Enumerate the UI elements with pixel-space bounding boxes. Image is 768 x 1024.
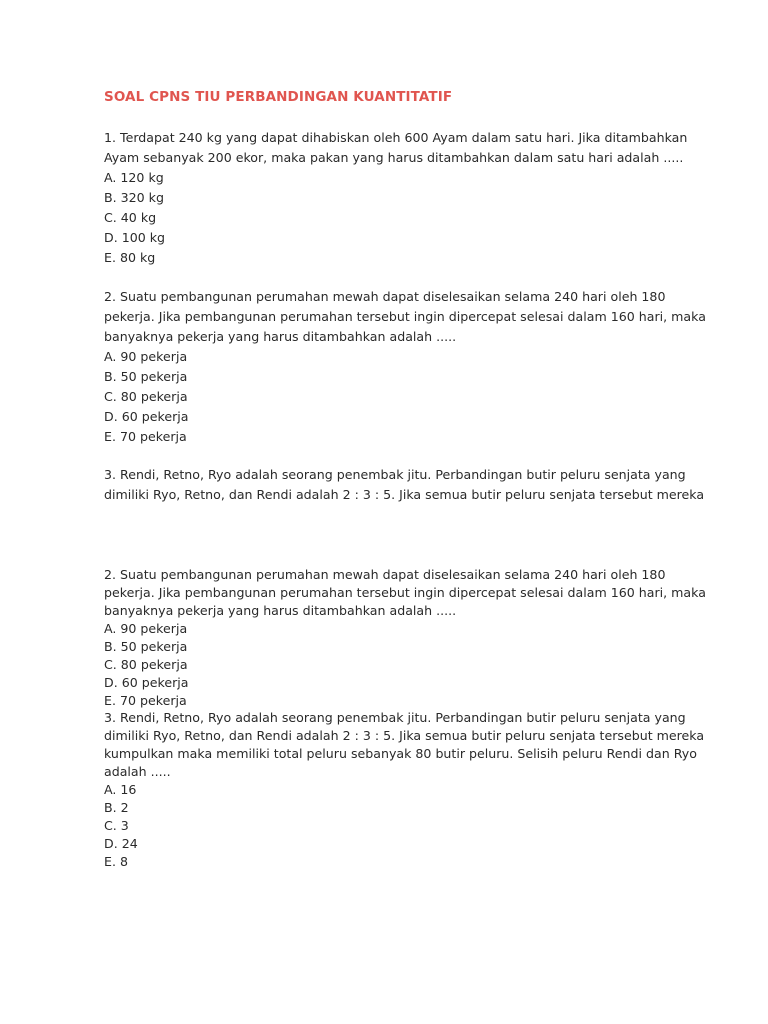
answer-option-b: B. 50 pekerja — [104, 639, 188, 654]
page-title: SOAL CPNS TIU PERBANDINGAN KUANTITATIF — [104, 89, 453, 105]
answer-option-a: A. 120 kg — [104, 170, 164, 185]
answer-option-b: B. 2 — [104, 800, 129, 815]
answer-option-c: C. 80 pekerja — [104, 389, 188, 404]
question-text: adalah ..... — [104, 764, 171, 779]
answer-option-d: D. 24 — [104, 836, 138, 851]
answer-option-c: C. 40 kg — [104, 210, 157, 225]
question-text: 1. Terdapat 240 kg yang dapat dihabiskan oleh 600 Ayam dalam satu hari. Jika ditambahkan — [104, 130, 688, 145]
question-text: Ayam sebanyak 200 ekor, maka pakan yang harus ditambahkan dalam satu hari adalah ..... — [104, 150, 684, 165]
answer-option-e: E. 70 pekerja — [104, 429, 187, 444]
answer-option-d: D. 60 pekerja — [104, 409, 189, 424]
answer-option-b: B. 50 pekerja — [104, 369, 188, 384]
question-text: pekerja. Jika pembangunan perumahan tersebut ingin dipercepat selesai dalam 160 hari, maka — [104, 309, 706, 324]
answer-option-e: E. 70 pekerja — [104, 693, 187, 708]
answer-option-c: C. 80 pekerja — [104, 657, 188, 672]
question-text: 3. Rendi, Retno, Ryo adalah seorang penembak jitu. Perbandingan butir peluru senjata yang — [104, 467, 686, 482]
question-text: dimiliki Ryo, Retno, dan Rendi adalah 2 : 3 : 5. Jika semua butir peluru senjata tersebut mereka — [104, 487, 705, 502]
answer-option-e: E. 80 kg — [104, 250, 156, 265]
question-text: dimiliki Ryo, Retno, dan Rendi adalah 2 : 3 : 5. Jika semua butir peluru senjata tersebut mereka — [104, 728, 705, 743]
answer-option-c: C. 3 — [104, 818, 129, 833]
answer-option-b: B. 320 kg — [104, 190, 164, 205]
answer-option-d: D. 60 pekerja — [104, 675, 189, 690]
question-3 — [104, 709, 704, 871]
answer-option-a: A. 16 — [104, 782, 137, 797]
answer-option-a: A. 90 pekerja — [104, 349, 188, 364]
question-text: 2. Suatu pembangunan perumahan mewah dapat diselesaikan selama 240 hari oleh 180 — [104, 567, 666, 582]
question-text: banyaknya pekerja yang harus ditambahkan adalah ..... — [104, 603, 457, 618]
question-3-partial — [104, 465, 704, 505]
question-text: 2. Suatu pembangunan perumahan mewah dapat diselesaikan selama 240 hari oleh 180 — [104, 289, 666, 304]
answer-option-a: A. 90 pekerja — [104, 621, 188, 636]
question-text: 3. Rendi, Retno, Ryo adalah seorang penembak jitu. Perbandingan butir peluru senjata yang — [104, 710, 686, 725]
answer-option-e: E. 8 — [104, 854, 128, 869]
question-text: pekerja. Jika pembangunan perumahan tersebut ingin dipercepat selesai dalam 160 hari, maka — [104, 585, 706, 600]
question-2-repeat — [104, 566, 704, 710]
question-2 — [104, 287, 704, 447]
question-text: kumpulkan maka memiliki total peluru sebanyak 80 butir peluru. Selisih peluru Rendi dan Ryo — [104, 746, 697, 761]
answer-option-d: D. 100 kg — [104, 230, 166, 245]
question-text: banyaknya pekerja yang harus ditambahkan adalah ..... — [104, 329, 457, 344]
question-1 — [104, 128, 704, 268]
